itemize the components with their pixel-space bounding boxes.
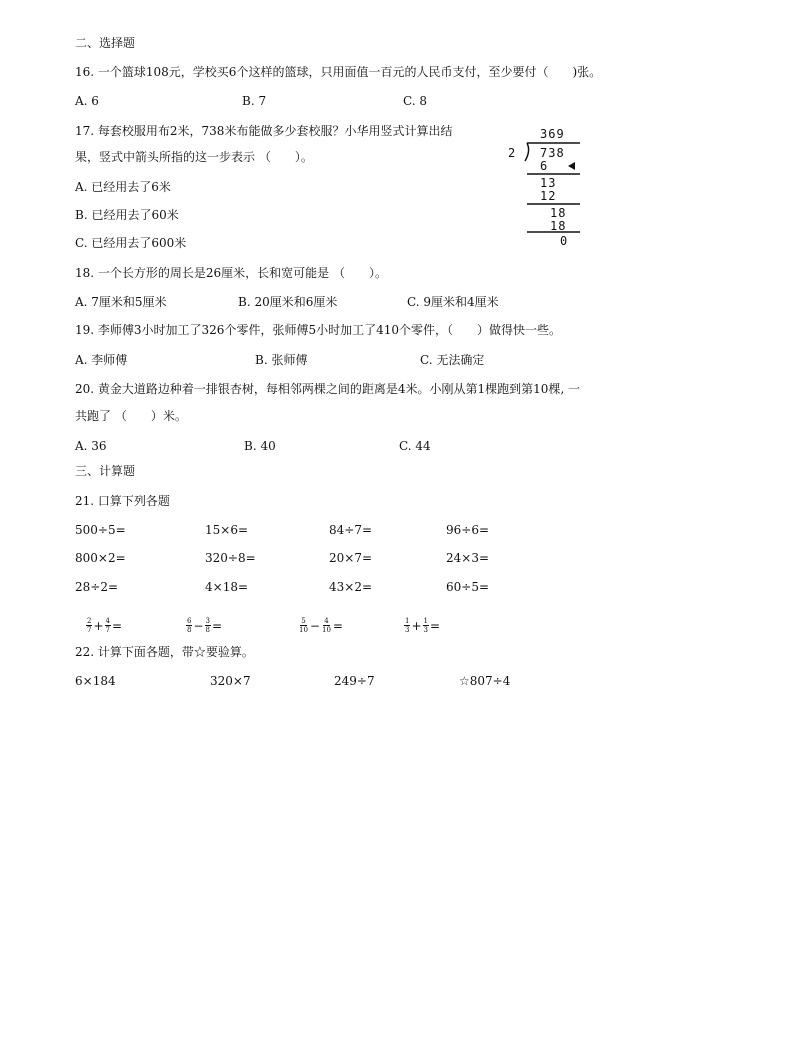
question-17-line2: 果，竖式中箭头所指的这一步表示 （ ）。 bbox=[75, 150, 313, 164]
mental-calc-item: 500÷5= bbox=[75, 523, 126, 537]
fraction: $\frac{3}{8}$ bbox=[205, 617, 210, 634]
mental-calc-item: 84÷7= bbox=[329, 523, 373, 537]
fraction-expression: $\frac{6}{8}$ − $\frac{3}{8}$ = bbox=[187, 617, 223, 634]
fraction: $\frac{1}{3}$ bbox=[423, 617, 428, 634]
question-20-line2: 共跑了 （ ）米。 bbox=[75, 409, 187, 423]
fraction: $\frac{5}{10}$ bbox=[299, 617, 308, 634]
division-quotient: 369 bbox=[540, 127, 565, 141]
long-division-figure bbox=[500, 125, 590, 250]
fraction-expression: $\frac{2}{7}$ + $\frac{4}{7}$ = bbox=[87, 617, 123, 634]
mental-calc-item: 96÷6= bbox=[446, 523, 490, 537]
arrow-icon bbox=[568, 162, 575, 170]
division-divisor: 2 bbox=[508, 146, 517, 160]
question-18: 18. 一个长方形的周长是26厘米，长和宽可能是 （ ）。 bbox=[75, 266, 387, 280]
question-16: 16. 一个篮球108元，学校买6个这样的篮球，只用面值一百元的人民币支付，至少要付（ )张。 bbox=[75, 65, 602, 79]
division-step-2: 13 bbox=[540, 176, 557, 190]
calc-item-star: ☆807÷4 bbox=[459, 674, 511, 688]
division-step-4: 18 bbox=[550, 206, 567, 220]
fraction-expression: $\frac{5}{10}$ − $\frac{4}{10}$ = bbox=[299, 617, 343, 634]
q20-option-c: C. 44 bbox=[399, 439, 431, 453]
q16-option-b: B. 7 bbox=[242, 94, 267, 108]
fraction-expression: $\frac{1}{3}$ + $\frac{1}{3}$ = bbox=[405, 617, 441, 634]
mental-calc-item: 800×2= bbox=[75, 551, 126, 565]
q18-option-c: C. 9厘米和4厘米 bbox=[407, 295, 499, 309]
q16-option-a: A. 6 bbox=[75, 94, 99, 108]
q17-option-b: B. 已经用去了60米 bbox=[75, 208, 179, 222]
fraction: $\frac{4}{10}$ bbox=[321, 617, 331, 634]
question-20-line1: 20. 黄金大道路边种着一排银杏树，每相邻两棵之间的距离是4米。小刚从第1棵跑到第10棵, 一 bbox=[75, 382, 581, 396]
q18-option-b: B. 20厘米和6厘米 bbox=[238, 295, 338, 309]
question-22-title: 22. 计算下面各题，带☆要验算。 bbox=[75, 645, 254, 659]
calc-item: 320×7 bbox=[210, 674, 251, 688]
mental-calc-item: 4×18= bbox=[205, 580, 249, 594]
q19-option-a: A. 李师傅 bbox=[75, 353, 128, 367]
mental-calc-item: 15×6= bbox=[205, 523, 249, 537]
mental-calc-item: 320÷8= bbox=[205, 551, 256, 565]
division-dividend: 738 bbox=[540, 146, 565, 160]
calc-item: 249÷7 bbox=[334, 674, 375, 688]
division-step-6: 0 bbox=[560, 234, 569, 248]
division-step-3: 12 bbox=[540, 189, 557, 203]
q17-option-a: A. 已经用去了6米 bbox=[75, 180, 171, 194]
calc-item: 6×184 bbox=[75, 674, 116, 688]
question-19: 19. 李师傅3小时加工了326个零件，张师傅5小时加工了410个零件，（ ）做得快一些。 bbox=[75, 323, 561, 337]
fraction: $\frac{6}{8}$ bbox=[187, 617, 192, 634]
q16-option-c: C. 8 bbox=[403, 94, 428, 108]
fraction: $\frac{2}{7}$ bbox=[87, 617, 92, 634]
mental-calc-item: 43×2= bbox=[329, 580, 373, 594]
q20-option-a: A. 36 bbox=[75, 439, 107, 453]
q19-option-b: B. 张师傅 bbox=[255, 353, 308, 367]
q19-option-c: C. 无法确定 bbox=[420, 353, 485, 367]
division-lines bbox=[500, 125, 590, 250]
fraction: $\frac{1}{3}$ bbox=[405, 617, 410, 634]
mental-calc-item: 24×3= bbox=[446, 551, 490, 565]
mental-calc-item: 60÷5= bbox=[446, 580, 490, 594]
mental-calc-item: 20×7= bbox=[329, 551, 373, 565]
division-step-1: 6 bbox=[540, 159, 549, 173]
division-step-5: 18 bbox=[550, 219, 567, 233]
q18-option-a: A. 7厘米和5厘米 bbox=[75, 295, 167, 309]
q17-option-c: C. 已经用去了600米 bbox=[75, 236, 187, 250]
q20-option-b: B. 40 bbox=[244, 439, 276, 453]
mental-calc-item: 28÷2= bbox=[75, 580, 119, 594]
question-21-title: 21. 口算下列各题 bbox=[75, 494, 170, 508]
fraction: $\frac{4}{7}$ bbox=[105, 617, 110, 634]
section-title-choice: 二、选择题 bbox=[75, 36, 136, 50]
section-title-calc: 三、计算题 bbox=[75, 464, 136, 478]
question-17-line1: 17. 每套校服用布2米，738米布能做多少套校服？小华用竖式计算出结 bbox=[75, 124, 453, 138]
